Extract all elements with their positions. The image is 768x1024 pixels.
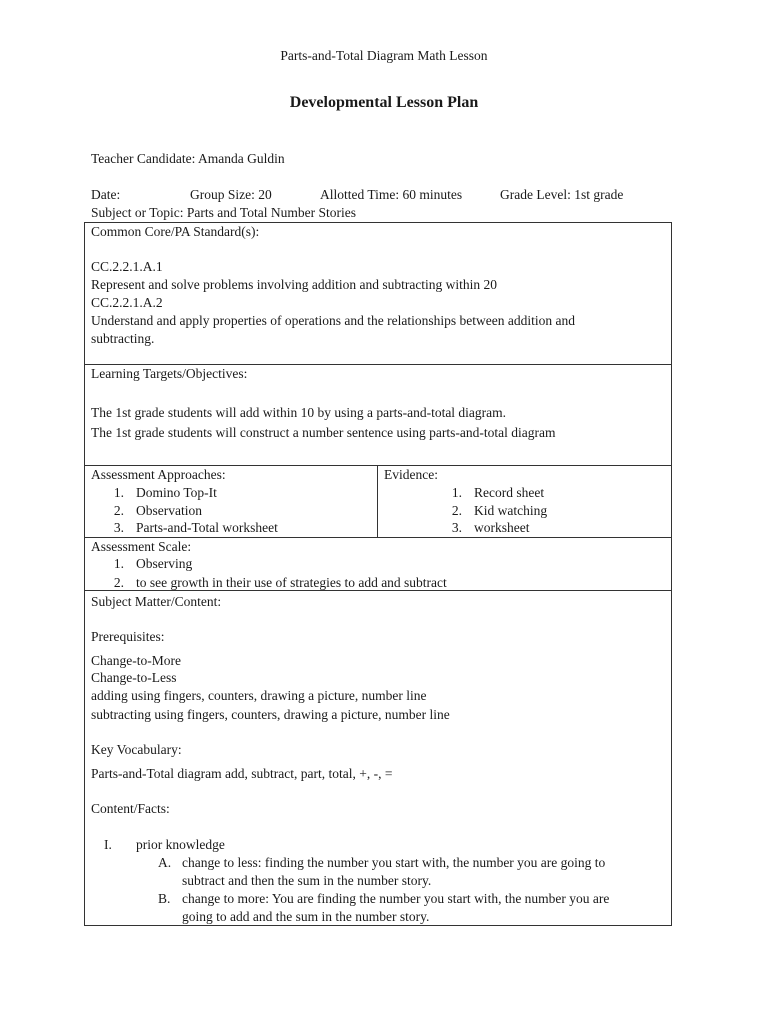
vocabulary-list: Parts-and-Total diagram add, subtract, part, total, +, -, = bbox=[91, 766, 393, 781]
subject-matter-heading: Subject Matter/Content: bbox=[91, 594, 222, 609]
row-divider bbox=[84, 465, 672, 466]
evidence-item: worksheet bbox=[474, 520, 530, 535]
approach-item: Observation bbox=[136, 503, 202, 518]
column-divider bbox=[377, 465, 378, 537]
outline-sub-label: B. bbox=[158, 891, 171, 906]
vocabulary-heading: Key Vocabulary: bbox=[91, 742, 182, 757]
list-number: 1. bbox=[113, 485, 124, 500]
evidence-item: Kid watching bbox=[474, 503, 548, 518]
group-size: Group Size: 20 bbox=[190, 187, 272, 202]
list-number: 2. bbox=[451, 503, 462, 518]
teacher-candidate: Teacher Candidate: Amanda Guldin bbox=[91, 151, 285, 166]
scale-item: Observing bbox=[136, 556, 193, 571]
subject-topic: Subject or Topic: Parts and Total Number Stories bbox=[91, 205, 356, 220]
evidence-item: Record sheet bbox=[474, 485, 545, 500]
objective-item: The 1st grade students will add within 10 by using a parts-and-total diagram. bbox=[91, 405, 507, 420]
scale-item: to see growth in their use of strategies to add and subtract bbox=[136, 575, 447, 590]
prerequisite-item: adding using fingers, counters, drawing a picture, number line bbox=[91, 688, 427, 703]
list-number: 3. bbox=[451, 520, 462, 535]
prerequisite-item: Change-to-More bbox=[91, 653, 181, 668]
list-number: 1. bbox=[451, 485, 462, 500]
standards-heading: Common Core/PA Standard(s): bbox=[91, 224, 260, 239]
grade-level: Grade Level: 1st grade bbox=[500, 187, 624, 202]
outline-sub-item: subtract and then the sum in the number story. bbox=[182, 873, 432, 888]
outline-item: prior knowledge bbox=[136, 837, 225, 852]
list-number: 1. bbox=[113, 556, 124, 571]
outline-sub-label: A. bbox=[158, 855, 172, 870]
standard-text: Represent and solve problems involving addition and subtracting within 20 bbox=[91, 277, 498, 292]
outline-sub-item: change to less: finding the number you start with, the number you are going to bbox=[182, 855, 606, 870]
list-number: 2. bbox=[113, 503, 124, 518]
approach-item: Domino Top-It bbox=[136, 485, 217, 500]
outline-sub-item: change to more: You are finding the number you start with, the number you are bbox=[182, 891, 610, 906]
standard-code: CC.2.2.1.A.2 bbox=[91, 295, 163, 310]
allotted-time: Allotted Time: 60 minutes bbox=[320, 187, 463, 202]
assessment-approaches-heading: Assessment Approaches: bbox=[91, 467, 226, 482]
content-facts-heading: Content/Facts: bbox=[91, 801, 170, 816]
prerequisite-item: subtracting using fingers, counters, drawing a picture, number line bbox=[91, 707, 450, 722]
standard-code: CC.2.2.1.A.1 bbox=[91, 259, 163, 274]
approach-item: Parts-and-Total worksheet bbox=[136, 520, 278, 535]
running-title: Parts-and-Total Diagram Math Lesson bbox=[280, 48, 488, 63]
document-title: Developmental Lesson Plan bbox=[289, 94, 479, 111]
objective-item: The 1st grade students will construct a number sentence using parts-and-total diagram bbox=[91, 425, 556, 440]
row-divider bbox=[84, 537, 672, 538]
prerequisites-heading: Prerequisites: bbox=[91, 629, 165, 644]
objectives-heading: Learning Targets/Objectives: bbox=[91, 366, 248, 381]
list-number: 2. bbox=[113, 575, 124, 590]
list-number: 3. bbox=[113, 520, 124, 535]
row-divider bbox=[84, 364, 672, 365]
standard-text: Understand and apply properties of operations and the relationships between addition and bbox=[91, 313, 575, 328]
evidence-heading: Evidence: bbox=[384, 467, 438, 482]
outline-number: I. bbox=[104, 837, 112, 852]
assessment-scale-heading: Assessment Scale: bbox=[91, 539, 192, 554]
standard-text: subtracting. bbox=[91, 331, 155, 346]
prerequisite-item: Change-to-Less bbox=[91, 670, 177, 685]
outline-sub-item: going to add and the sum in the number story. bbox=[182, 909, 430, 924]
date-label: Date: bbox=[91, 187, 121, 202]
